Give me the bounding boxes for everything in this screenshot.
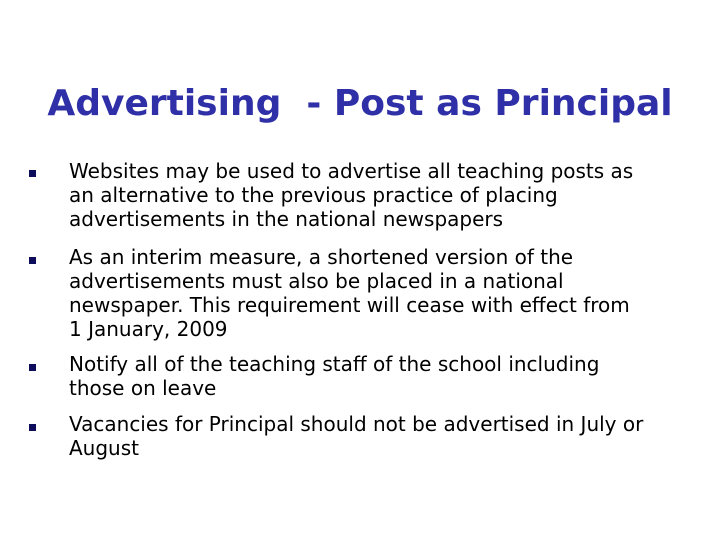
bullet-text: Websites may be used to advertise all teaching posts as an alternative to the previous practice of placing advertisements in the national newspapers xyxy=(69,159,634,231)
slide-title: Advertising - Post as Principal xyxy=(47,83,673,124)
bullet-text: Vacancies for Principal should not be advertised in July or August xyxy=(69,412,644,460)
square-bullet-icon xyxy=(29,424,36,431)
square-bullet-icon xyxy=(29,170,36,177)
bullet-text: As an interim measure, a shortened version of the advertisements must also be placed in a national newspaper. This requirement will cease with effect from 1 January, 2009 xyxy=(69,245,630,341)
bullet-text: Notify all of the teaching staff of the school including those on leave xyxy=(69,352,600,400)
square-bullet-icon xyxy=(29,257,36,264)
square-bullet-icon xyxy=(29,364,36,371)
